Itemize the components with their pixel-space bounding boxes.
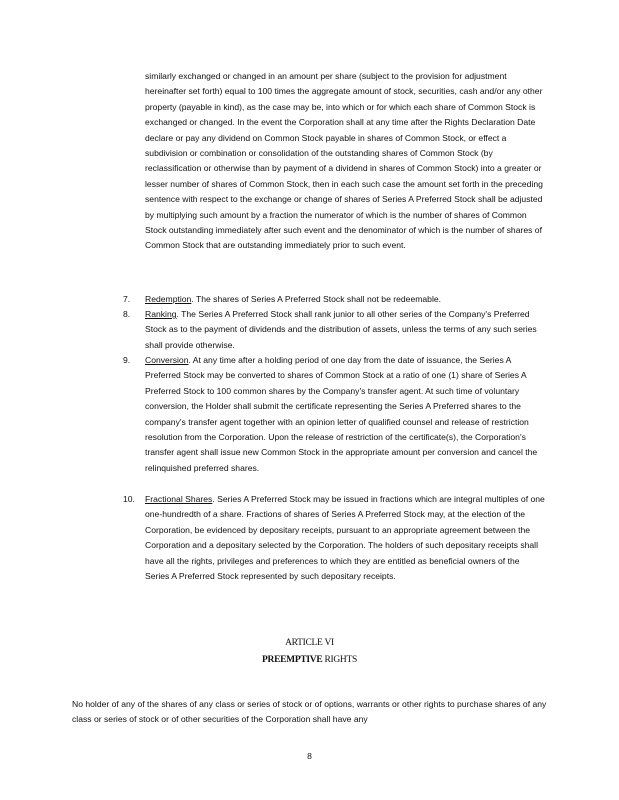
item-number: 10.: [123, 494, 135, 504]
list-item-fractional-shares: [123, 492, 553, 584]
list-item-conversion: [123, 353, 553, 476]
item-title: Ranking: [145, 309, 177, 319]
item-title: Redemption: [145, 294, 192, 304]
item-text: . Series A Preferred Stock may be issued in fractions which are integral multiples of one one-hundredth of a share. Fractions of shares of Series A Preferred Stock may, at the election of the Corporation, be evidenced by depositary receipts, pursuant to an appropriate agreement between the Corporation and a depositary selected by the Corporation. The holders of such depositary receipts shall have all the rights, privileges and preferences to which they are entitled as beneficial owners of the Series A Preferred Stock represented by such depositary receipts.: [145, 494, 545, 582]
article-title-bold: PREEMPTIVE: [262, 655, 323, 665]
article-title: [0, 655, 619, 665]
list-item-ranking: [123, 307, 553, 353]
closing-paragraph: [72, 697, 552, 728]
article-heading: ARTICLE VI: [285, 638, 334, 648]
continued-paragraph: [145, 69, 545, 254]
item-number: 8.: [123, 309, 131, 319]
item-title: Conversion: [145, 355, 189, 365]
page-number: 8: [307, 751, 312, 761]
item-number: 7.: [123, 294, 131, 304]
continued-text: similarly exchanged or changed in an amount per share (subject to the provision for adjustment hereinafter set forth) equal to 100 times the aggregate amount of stock, securities, cash and/or any other property (payable in kind), as the case may be, into which or for which each share of Common Stock is exchanged or changed. In the event the Corporation shall at any time after the Rights Declaration Date declare or pay any dividend on Common Stock payable in shares of Common Stock, or effect a subdivision or combination or consolidation of the outstanding shares of Common Stock (by reclassification or otherwise than by payment of a dividend in shares of Common Stock) into a greater or lesser number of shares of Common Stock, then in each such case the amount set forth in the preceding sentence with respect to the exchange or change of shares of Series A Preferred Stock shall be adjusted by multiplying such amount by a fraction the numerator of which is the number of shares of Common Stock outstanding immediately after such event and the denominator of which is the number of shares of Common Stock that are outstanding immediately prior to such event.: [145, 71, 543, 251]
article-title-rest: RIGHTS: [322, 655, 357, 665]
closing-text: No holder of any of the shares of any class or series of stock or of options, warrants or other rights to purchase shares of any class or series of stock or of other securities of the Corporation shall have any: [72, 699, 547, 725]
item-number: 9.: [123, 355, 131, 365]
item-title: Fractional Shares: [145, 494, 213, 504]
item-text: . The shares of Series A Preferred Stock shall not be redeemable.: [191, 294, 442, 304]
item-text: . At any time after a holding period of one day from the date of issuance, the Series A Preferred Stock may be converted to shares of Common Stock at a ratio of one (1) share of Series A Preferred Stock to 100 common shares by the Company's transfer agent. At such time of voluntary conversion, the Holder shall submit the certificate representing the Series A Preferred shares to the company's transfer agent together with an opinion letter of qualified counsel and release of restriction resolution from the Corporation. Upon the release of restriction of the certificate(s), the Corporation's transfer agent shall issue new Common Stock in the appropriate amount per conversion and cancel the relinquished preferred shares.: [145, 355, 538, 473]
list-item-redemption: [123, 292, 553, 307]
item-text: . The Series A Preferred Stock shall rank junior to all other series of the Company's Preferred Stock as to the payment of dividends and the distribution of assets, unless the terms of any such series shall provide otherwise.: [145, 309, 537, 350]
